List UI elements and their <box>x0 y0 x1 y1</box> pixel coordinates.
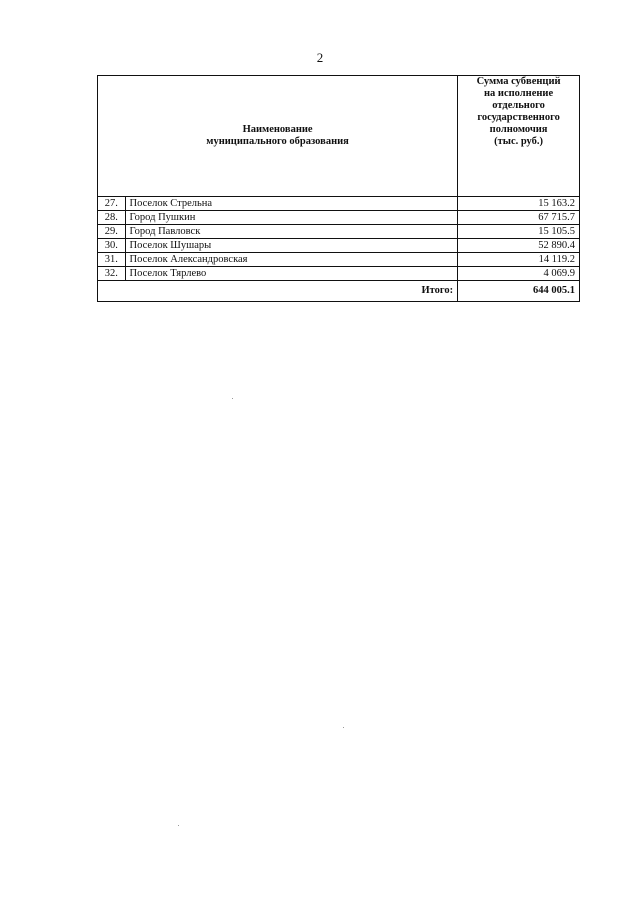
header-name-line: муниципального образования <box>206 136 349 147</box>
header-sum-line: на исполнение <box>483 88 554 99</box>
table-header-row <box>98 76 580 197</box>
scan-speck <box>232 398 233 399</box>
header-name-line: Наименование <box>242 124 313 135</box>
total-label: Итого: <box>98 281 458 302</box>
municipality-name: Поселок Стрельна <box>125 197 458 211</box>
row-number: 31. <box>98 253 126 267</box>
table-row <box>98 253 580 267</box>
row-number: 29. <box>98 225 126 239</box>
table-row <box>98 197 580 211</box>
header-sum-line: государственного <box>477 112 560 123</box>
subsidies-table <box>97 75 580 302</box>
table-row <box>98 267 580 281</box>
subsidy-amount: 4 069.9 <box>458 267 580 281</box>
scan-speck <box>178 825 179 826</box>
municipality-name: Город Пушкин <box>125 211 458 225</box>
municipality-name: Поселок Тярлево <box>125 267 458 281</box>
subsidy-amount: 14 119.2 <box>458 253 580 267</box>
table-row <box>98 211 580 225</box>
table-row <box>98 239 580 253</box>
municipality-name: Город Павловск <box>125 225 458 239</box>
subsidy-amount: 52 890.4 <box>458 239 580 253</box>
municipality-name: Поселок Шушары <box>125 239 458 253</box>
subsidy-amount: 15 105.5 <box>458 225 580 239</box>
row-number: 28. <box>98 211 126 225</box>
header-sum-line: отдельного <box>492 100 545 111</box>
municipality-name: Поселок Александровская <box>125 253 458 267</box>
header-sum-line: (тыс. руб.) <box>494 136 544 147</box>
header-municipality-name <box>98 76 458 197</box>
header-subsidy-sum <box>458 76 580 197</box>
subsidy-amount: 67 715.7 <box>458 211 580 225</box>
subsidy-amount: 15 163.2 <box>458 197 580 211</box>
row-number: 27. <box>98 197 126 211</box>
row-number: 32. <box>98 267 126 281</box>
header-sum-line: полномочия <box>489 124 548 135</box>
page-number: 2 <box>316 50 324 65</box>
row-number: 30. <box>98 239 126 253</box>
header-sum-line: Сумма субвенций <box>476 76 561 87</box>
total-value: 644 005.1 <box>458 281 580 302</box>
table-row <box>98 225 580 239</box>
scan-speck <box>343 727 344 728</box>
total-row <box>98 281 580 302</box>
